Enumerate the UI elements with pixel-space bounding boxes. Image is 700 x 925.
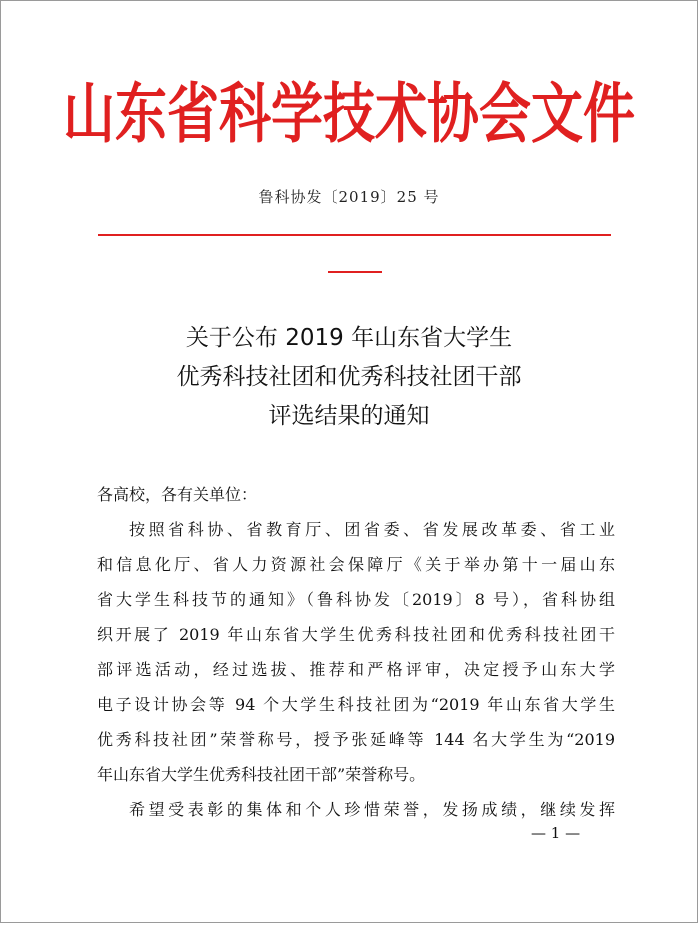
notice-title xyxy=(1,319,697,436)
notice-title-line: 关于公布 2019 年山东省大学生 xyxy=(185,325,513,351)
body-line: 优秀科技社团”荣誉称号，授予张延峰等 144 名大学生为“2019 xyxy=(97,730,615,749)
body-line: 和信息化厅、省人力资源社会保障厅《关于举办第十一届山东 xyxy=(97,555,615,574)
red-header-rule xyxy=(98,234,611,236)
body-line: 年山东省大学生优秀科技社团干部”荣誉称号。 xyxy=(97,765,426,784)
body-line: 电子设计协会等 94 个大学生科技社团为“2019 年山东省大学生 xyxy=(97,695,615,714)
body-line: 部评选活动，经过选拔、推荐和严格评审，决定授予山东大学 xyxy=(97,660,615,679)
notice-title-line: 评选结果的通知 xyxy=(268,403,430,429)
notice-title-line: 优秀科技社团和优秀科技社团干部 xyxy=(176,364,522,390)
body-line: 省大学生科技节的通知》（鲁科协发〔2019〕8 号），省科协组 xyxy=(97,590,615,609)
red-separator-dash xyxy=(328,271,382,273)
page-number: — 1 — xyxy=(531,824,581,842)
salutation: 各高校，各有关单位： xyxy=(97,485,258,504)
body-line: 按照省科协、省教育厅、团省委、省发展改革委、省工业 xyxy=(129,520,615,539)
issuing-organization-title: 山东省科学技术协会文件 xyxy=(62,75,635,152)
body-line: 织开展了 2019 年山东省大学生优秀科技社团和优秀科技社团干 xyxy=(97,625,615,644)
body-line: 希望受表彰的集体和个人珍惜荣誉，发扬成绩，继续发挥 xyxy=(129,800,615,819)
document-number: 鲁科协发〔2019〕25 号 xyxy=(258,188,440,206)
notice-body xyxy=(97,477,615,827)
